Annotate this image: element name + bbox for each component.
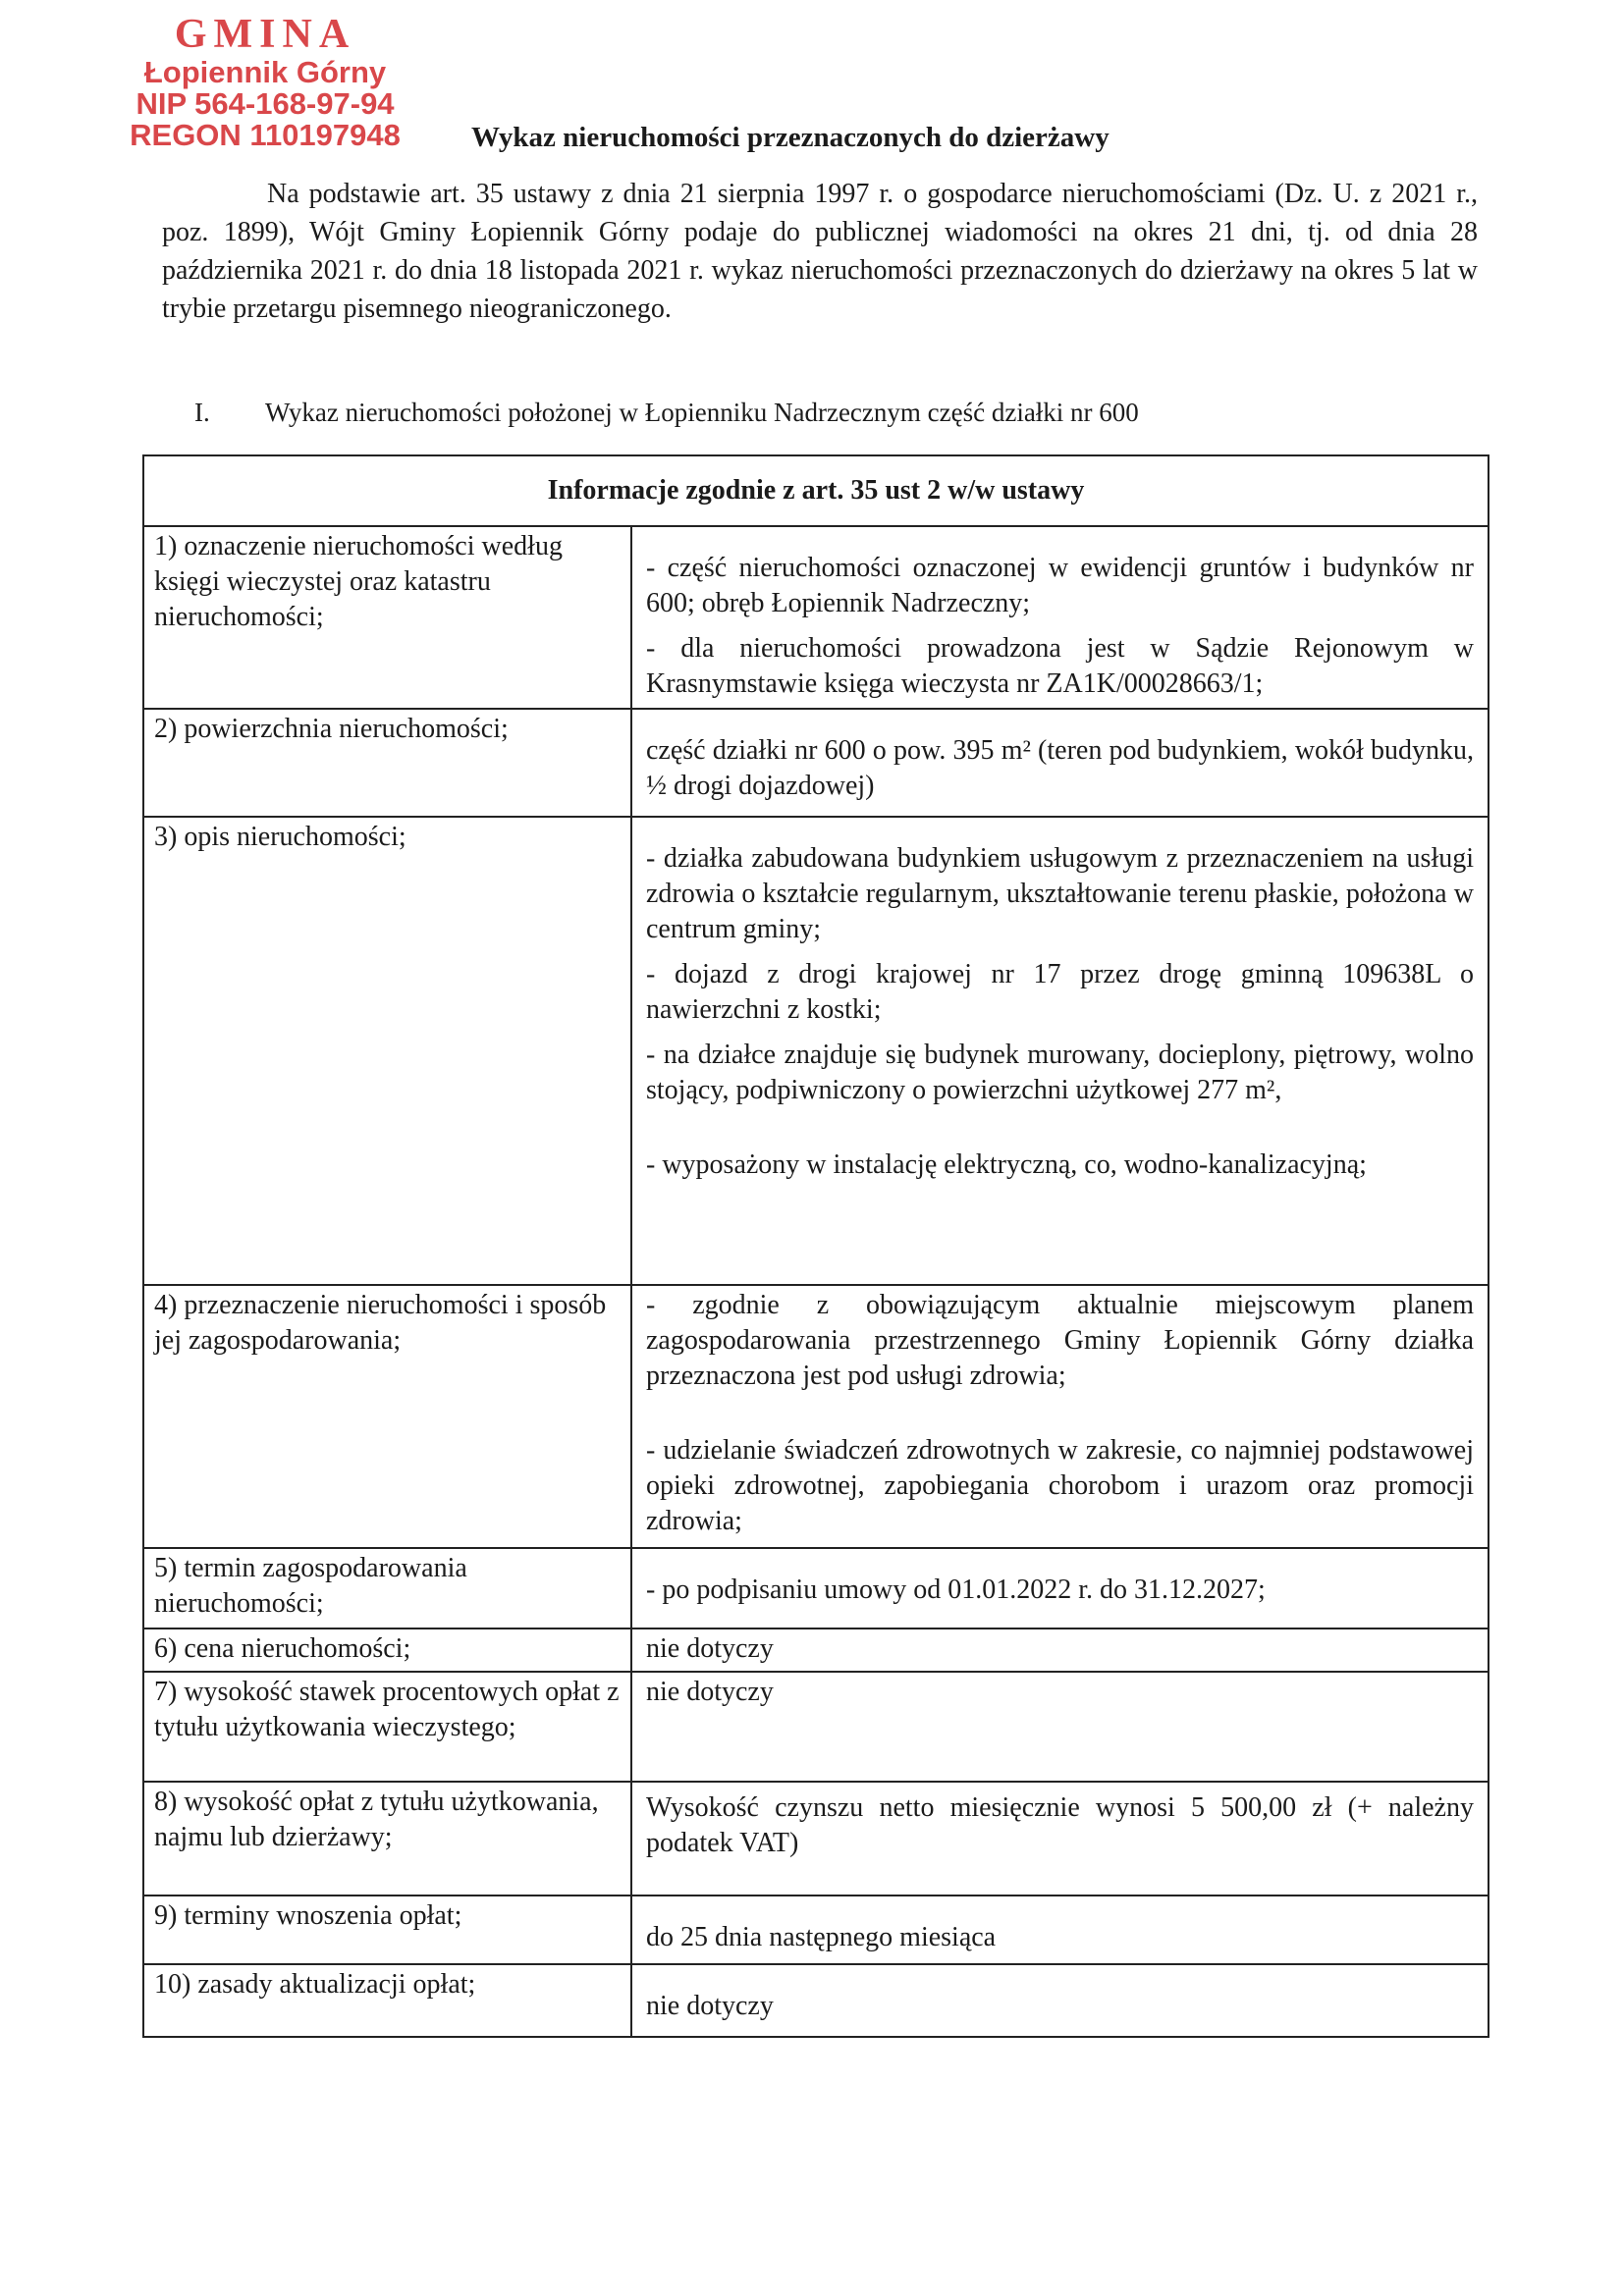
row-label: 5) termin zagospodarowania nieruchomości; <box>143 1548 631 1629</box>
row-value <box>631 817 1489 1285</box>
row-label: 3) opis nieruchomości; <box>143 817 631 1285</box>
section-heading <box>194 398 1139 428</box>
table-row <box>143 817 1489 1285</box>
row-value-text: - działka zabudowana budynkiem usługowym z przeznaczeniem na usługi zdrowia o kształcie regularnym, ukształtowanie terenu płaskie, położona w centrum gminy; <box>646 843 1474 944</box>
table-header-row <box>143 455 1489 526</box>
table-row <box>143 1285 1489 1548</box>
row-value-text: do 25 dnia następnego miesiąca <box>646 1922 997 1952</box>
row-value <box>631 526 1489 709</box>
section-number: I. <box>194 398 210 427</box>
row-value-text: - część nieruchomości oznaczonej w ewidencji gruntów i budynków nr 600; obręb Łopiennik Nadrzeczny; <box>646 553 1474 618</box>
row-value-text: - na działce znajduje się budynek murowany, docieplony, piętrowy, wolno stojący, podpiwniczony o powierzchni użytkowej 277 m², <box>646 1040 1474 1105</box>
row-label: 1) oznaczenie nieruchomości według księgi wieczystej oraz katastru nieruchomości; <box>143 526 631 709</box>
row-label: 7) wysokość stawek procentowych opłat z tytułu użytkowania wieczystego; <box>143 1672 631 1782</box>
section-text: Wykaz nieruchomości położonej w Łopienniku Nadrzecznym część działki nr 600 <box>265 398 1139 427</box>
row-label: 10) zasady aktualizacji opłat; <box>143 1964 631 2037</box>
row-label: 6) cena nieruchomości; <box>143 1629 631 1672</box>
row-value-text: Wysokość czynszu netto miesięcznie wynosi 5 500,00 zł (+ należny podatek VAT) <box>646 1792 1474 1858</box>
row-label: 4) przeznaczenie nieruchomości i sposób jej zagospodarowania; <box>143 1285 631 1548</box>
row-value-text: - po podpisaniu umowy od 01.01.2022 r. do 31.12.2027; <box>646 1575 1266 1605</box>
row-value <box>631 1964 1489 2037</box>
row-value-text: - dojazd z drogi krajowej nr 17 przez drogę gminną 109638L o nawierzchni z kostki; <box>646 959 1474 1025</box>
table-header: Informacje zgodnie z art. 35 ust 2 w/w ustawy <box>143 455 1489 526</box>
row-value <box>631 1285 1489 1548</box>
row-value-text: - wyposażony w instalację elektryczną, co, wodno-kanalizacyjną; <box>646 1149 1367 1180</box>
row-value <box>631 1629 1489 1672</box>
row-value <box>631 1548 1489 1629</box>
stamp-line-gmina: GMINA <box>174 12 356 57</box>
row-value <box>631 709 1489 817</box>
table-row <box>143 1782 1489 1896</box>
stamp-line-nip: NIP 564-168-97-94 <box>135 85 395 121</box>
row-label: 2) powierzchnia nieruchomości; <box>143 709 631 817</box>
table-row <box>143 709 1489 817</box>
row-value-text: - zgodnie z obowiązującym aktualnie miejscowym planem zagospodarowania przestrzennego Gminy Łopiennik Górny działka przeznaczona jest pod usługi zdrowia; <box>646 1290 1474 1391</box>
row-value <box>631 1672 1489 1782</box>
row-value-text: część działki nr 600 o pow. 395 m² (teren pod budynkiem, wokół budynku, ½ drogi dojazdowej) <box>646 735 1474 801</box>
table-row <box>143 1896 1489 1964</box>
row-value-text: nie dotyczy <box>646 1677 774 1707</box>
row-value-text: nie dotyczy <box>646 1991 774 2021</box>
row-value <box>631 1782 1489 1896</box>
stamp-line-regon: REGON 110197948 <box>130 118 401 153</box>
municipality-stamp <box>103 14 427 151</box>
row-value <box>631 1896 1489 1964</box>
table-row <box>143 526 1489 709</box>
intro-paragraph <box>162 175 1478 328</box>
row-value-text: - dla nieruchomości prowadzona jest w Sądzie Rejonowym w Krasnymstawie księga wieczysta nr ZA1K/00028663/1; <box>646 633 1474 699</box>
info-table <box>142 454 1489 2038</box>
stamp-line-name: Łopiennik Górny <box>143 54 387 89</box>
row-label: 9) terminy wnoszenia opłat; <box>143 1896 631 1964</box>
row-value-text: nie dotyczy <box>646 1633 774 1664</box>
document-title: Wykaz nieruchomości przeznaczonych do dzierżawy <box>471 122 1110 153</box>
table-row <box>143 1629 1489 1672</box>
intro-text: Na podstawie art. 35 ustawy z dnia 21 sierpnia 1997 r. o gospodarce nieruchomościami (Dz. U. z 2021 r., poz. 1899), Wójt Gminy Łopiennik Górny podaje do publicznej wiadomości na okres 21 dni, tj. od dnia 28 października 2021 r. do dnia 18 listopada 2021 r. wykaz nieruchomości przeznaczonych do dzierżawy na okres 5 lat w trybie przetargu pisemnego nieograniczonego. <box>162 179 1478 324</box>
row-value-text: - udzielanie świadczeń zdrowotnych w zakresie, co najmniej podstawowej opieki zdrowotnej, zapobiegania chorobom i urazom oraz promocji zdrowia; <box>646 1435 1474 1536</box>
table-row <box>143 1548 1489 1629</box>
table-row <box>143 1964 1489 2037</box>
table-row <box>143 1672 1489 1782</box>
row-label: 8) wysokość opłat z tytułu użytkowania, najmu lub dzierżawy; <box>143 1782 631 1896</box>
